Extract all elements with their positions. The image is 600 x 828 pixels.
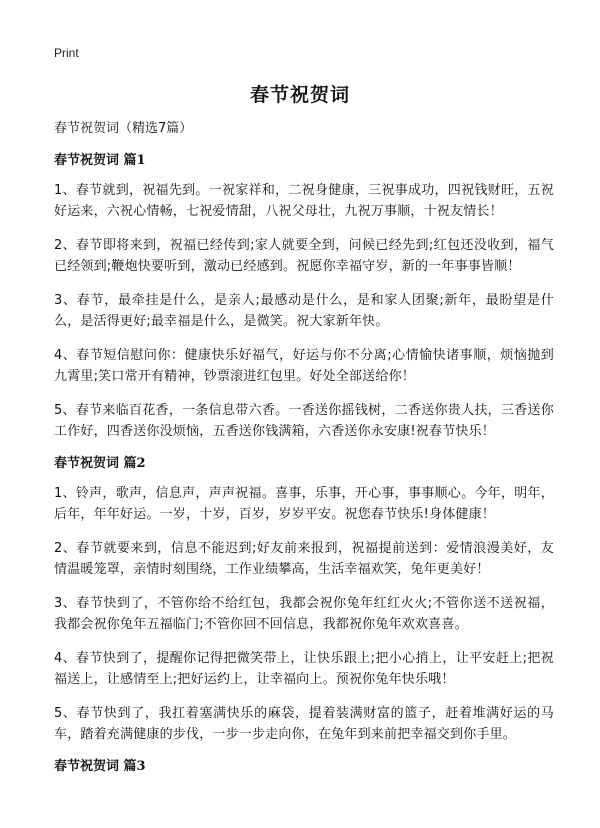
paragraph: 3、春节快到了，不管你给不给红包，我都会祝你兔年红红火火;不管你送不送祝福，我都会祝你兔年五福临门;不管你回不回信息，我都祝你兔年欢欢喜喜。 [54,596,554,632]
print-link[interactable]: Print [54,46,79,60]
paragraph: 4、春节快到了，提醒你记得把微笑带上，让快乐跟上;把小心捎上，让平安赶上;把祝福送上，让感情至上;把好运约上，让幸福向上。预祝你兔年快乐哦！ [54,651,554,687]
paragraph: 3、春节，最牵挂是什么，是亲人;最感动是什么，是和家人团聚;新年，最盼望是什么，是活得更好;最幸福是什么，是微笑。祝大家新年快。 [54,293,554,329]
paragraph: 1、春节就到，祝福先到。一祝家祥和，二祝身健康，三祝事成功，四祝钱财旺，五祝好运来，六祝心情畅，七祝爱情甜，八祝父母壮，九祝万事顺，十祝友情长！ [54,183,554,219]
paragraph: 5、春节来临百花香，一条信息带六香。一香送你摇钱树，二香送你贵人扶，三香送你工作好，四香送你没烦恼，五香送你钱满箱，六香送你永安康!祝春节快乐！ [54,403,554,439]
section-heading-3: 春节祝贺词 篇3 [54,759,146,774]
paragraph: 4、春节短信慰问你：健康快乐好福气，好运与你不分离;心情愉快诸事顺，烦恼抛到九霄里;笑口常开有精神，钞票滚进红包里。好处全部送给你！ [54,348,554,384]
page-title: 春节祝贺词 [249,84,350,106]
paragraph: 5、春节快到了，我扛着塞满快乐的麻袋，提着装满财富的篮子，赶着堆满好运的马车，踏着充满健康的步伐，一步一步走向你，在兔年到来前把幸福交到你手里。 [54,706,554,742]
section-heading-1: 春节祝贺词 篇1 [54,153,146,168]
paragraph: 2、春节就要来到，信息不能迟到;好友前来报到，祝福提前送到：爱情浪漫美好，友情温暖笼罩，亲情时刻围绕，工作业绩攀高，生活幸福欢笑，兔年更美好！ [54,541,554,577]
document-subtitle: 春节祝贺词（精选7篇） [54,121,193,136]
paragraph: 2、春节即将来到，祝福已经传到;家人就要全到，问候已经先到;红包还没收到，福气已经领到;鞭炮快要听到，激动已经感到。祝愿你幸福守岁，新的一年事事皆顺！ [54,238,554,274]
paragraph: 1、铃声，歌声，信息声，声声祝福。喜事，乐事，开心事，事事顺心。今年，明年，后年，年年好运。一岁，十岁，百岁，岁岁平安。祝您春节快乐!身体健康！ [54,486,554,522]
section-heading-2: 春节祝贺词 篇2 [54,456,146,471]
document-body [54,120,554,786]
